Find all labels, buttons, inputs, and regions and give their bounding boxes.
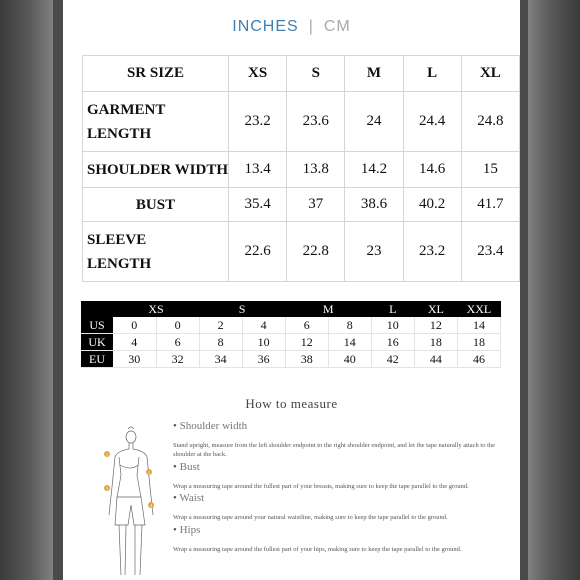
table-row xyxy=(81,317,501,334)
unit-separator: | xyxy=(308,18,314,35)
row-label: UK xyxy=(81,334,113,351)
table-cell: 24.8 xyxy=(461,92,519,152)
table-cell: 23.4 xyxy=(461,222,519,282)
measure-item-hips xyxy=(173,524,503,554)
measure-item-title: • Hips xyxy=(173,524,201,536)
table-row xyxy=(81,334,501,351)
table-cell: 14.2 xyxy=(345,152,403,188)
header-cell: L xyxy=(403,56,461,92)
table-cell: 4 xyxy=(242,317,285,334)
table-cell: 4 xyxy=(113,334,156,351)
measure-item-desc: Stand upright, measure from the left shoulder endpoint to the right shoulder endpoint, and let the tape naturally attach to the shoulder at the back. xyxy=(173,442,496,458)
intl-header-cell: M xyxy=(285,301,371,317)
measure-item-title: • Waist xyxy=(173,492,205,504)
table-cell: 0 xyxy=(113,317,156,334)
table-cell: 46 xyxy=(457,351,500,368)
body-figure-illustration xyxy=(95,425,165,580)
header-cell: SR SIZE xyxy=(83,56,229,92)
row-label: EU xyxy=(81,351,113,368)
table-row xyxy=(81,351,501,368)
table-cell: 15 xyxy=(461,152,519,188)
table-cell: 44 xyxy=(414,351,457,368)
table-cell: 6 xyxy=(285,317,328,334)
intl-header-cell: S xyxy=(199,301,285,317)
table-cell: 36 xyxy=(242,351,285,368)
table-cell: 10 xyxy=(371,317,414,334)
table-cell: 0 xyxy=(156,317,199,334)
cm-tab[interactable]: CM xyxy=(323,18,351,35)
table-cell: 6 xyxy=(156,334,199,351)
measure-item-bust xyxy=(173,461,503,491)
measure-markers xyxy=(104,451,154,508)
svg-text:4: 4 xyxy=(150,503,152,508)
header-cell: S xyxy=(287,56,345,92)
size-table xyxy=(82,55,520,282)
table-cell: 23.6 xyxy=(287,92,345,152)
table-cell: 18 xyxy=(414,334,457,351)
intl-header-cell: XXL xyxy=(457,301,500,317)
measure-item-desc: Wrap a measuring tape around the fullest part of your breasts, making sure to keep the tape parallel to the ground. xyxy=(173,483,469,490)
unit-switch xyxy=(63,18,520,36)
header-cell: XS xyxy=(229,56,287,92)
row-label: US xyxy=(81,317,113,334)
row-label: BUST xyxy=(83,188,229,222)
row-label: SHOULDER WIDTH xyxy=(83,152,229,188)
intl-header-row xyxy=(81,301,501,317)
table-row xyxy=(83,92,520,152)
measure-item-title: • Shoulder width xyxy=(173,420,248,432)
table-cell: 12 xyxy=(285,334,328,351)
table-cell: 40 xyxy=(328,351,371,368)
intl-corner xyxy=(81,301,113,317)
table-row xyxy=(83,222,520,282)
table-cell: 10 xyxy=(242,334,285,351)
intl-header-cell: XL xyxy=(414,301,457,317)
inches-tab[interactable]: INCHES xyxy=(232,18,299,35)
intl-header-cell: XS xyxy=(113,301,199,317)
table-cell: 14.6 xyxy=(403,152,461,188)
measure-item-title: • Bust xyxy=(173,461,200,473)
measure-item-desc: Wrap a measuring tape around your natural waistline, making sure to keep the tape parallel to the ground. xyxy=(173,514,448,521)
table-cell: 13.8 xyxy=(287,152,345,188)
table-cell: 8 xyxy=(199,334,242,351)
table-cell: 30 xyxy=(113,351,156,368)
table-cell: 34 xyxy=(199,351,242,368)
table-cell: 41.7 xyxy=(461,188,519,222)
table-cell: 14 xyxy=(457,317,500,334)
svg-text:1: 1 xyxy=(106,452,108,457)
measure-item-desc: Wrap a measuring tape around the fullest part of your hips, making sure to keep the tape parallel to the ground. xyxy=(173,546,462,553)
size-chart-page xyxy=(63,0,520,580)
header-cell: XL xyxy=(461,56,519,92)
row-label: SLEEVE LENGTH xyxy=(83,222,229,282)
table-cell: 23 xyxy=(345,222,403,282)
measure-item-waist xyxy=(173,492,503,522)
table-cell: 8 xyxy=(328,317,371,334)
svg-text:3: 3 xyxy=(106,486,108,491)
measure-item-shoulder xyxy=(173,420,503,459)
intl-header-cell: L xyxy=(371,301,414,317)
table-cell: 40.2 xyxy=(403,188,461,222)
table-cell: 18 xyxy=(457,334,500,351)
table-cell: 16 xyxy=(371,334,414,351)
table-cell: 35.4 xyxy=(229,188,287,222)
international-size-table xyxy=(81,301,501,368)
table-row xyxy=(83,152,520,188)
table-cell: 42 xyxy=(371,351,414,368)
table-cell: 38 xyxy=(285,351,328,368)
table-cell: 32 xyxy=(156,351,199,368)
table-cell: 23.2 xyxy=(403,222,461,282)
svg-text:2: 2 xyxy=(148,470,150,475)
table-cell: 14 xyxy=(328,334,371,351)
table-cell: 24 xyxy=(345,92,403,152)
row-label: GARMENT LENGTH xyxy=(83,92,229,152)
header-cell: M xyxy=(345,56,403,92)
table-cell: 24.4 xyxy=(403,92,461,152)
table-cell: 22.8 xyxy=(287,222,345,282)
table-cell: 38.6 xyxy=(345,188,403,222)
table-cell: 22.6 xyxy=(229,222,287,282)
table-cell: 37 xyxy=(287,188,345,222)
table-cell: 2 xyxy=(199,317,242,334)
table-cell: 13.4 xyxy=(229,152,287,188)
table-cell: 23.2 xyxy=(229,92,287,152)
table-cell: 12 xyxy=(414,317,457,334)
how-to-measure-title: How to measure xyxy=(245,396,338,411)
table-row xyxy=(83,188,520,222)
size-table-header xyxy=(83,56,520,92)
